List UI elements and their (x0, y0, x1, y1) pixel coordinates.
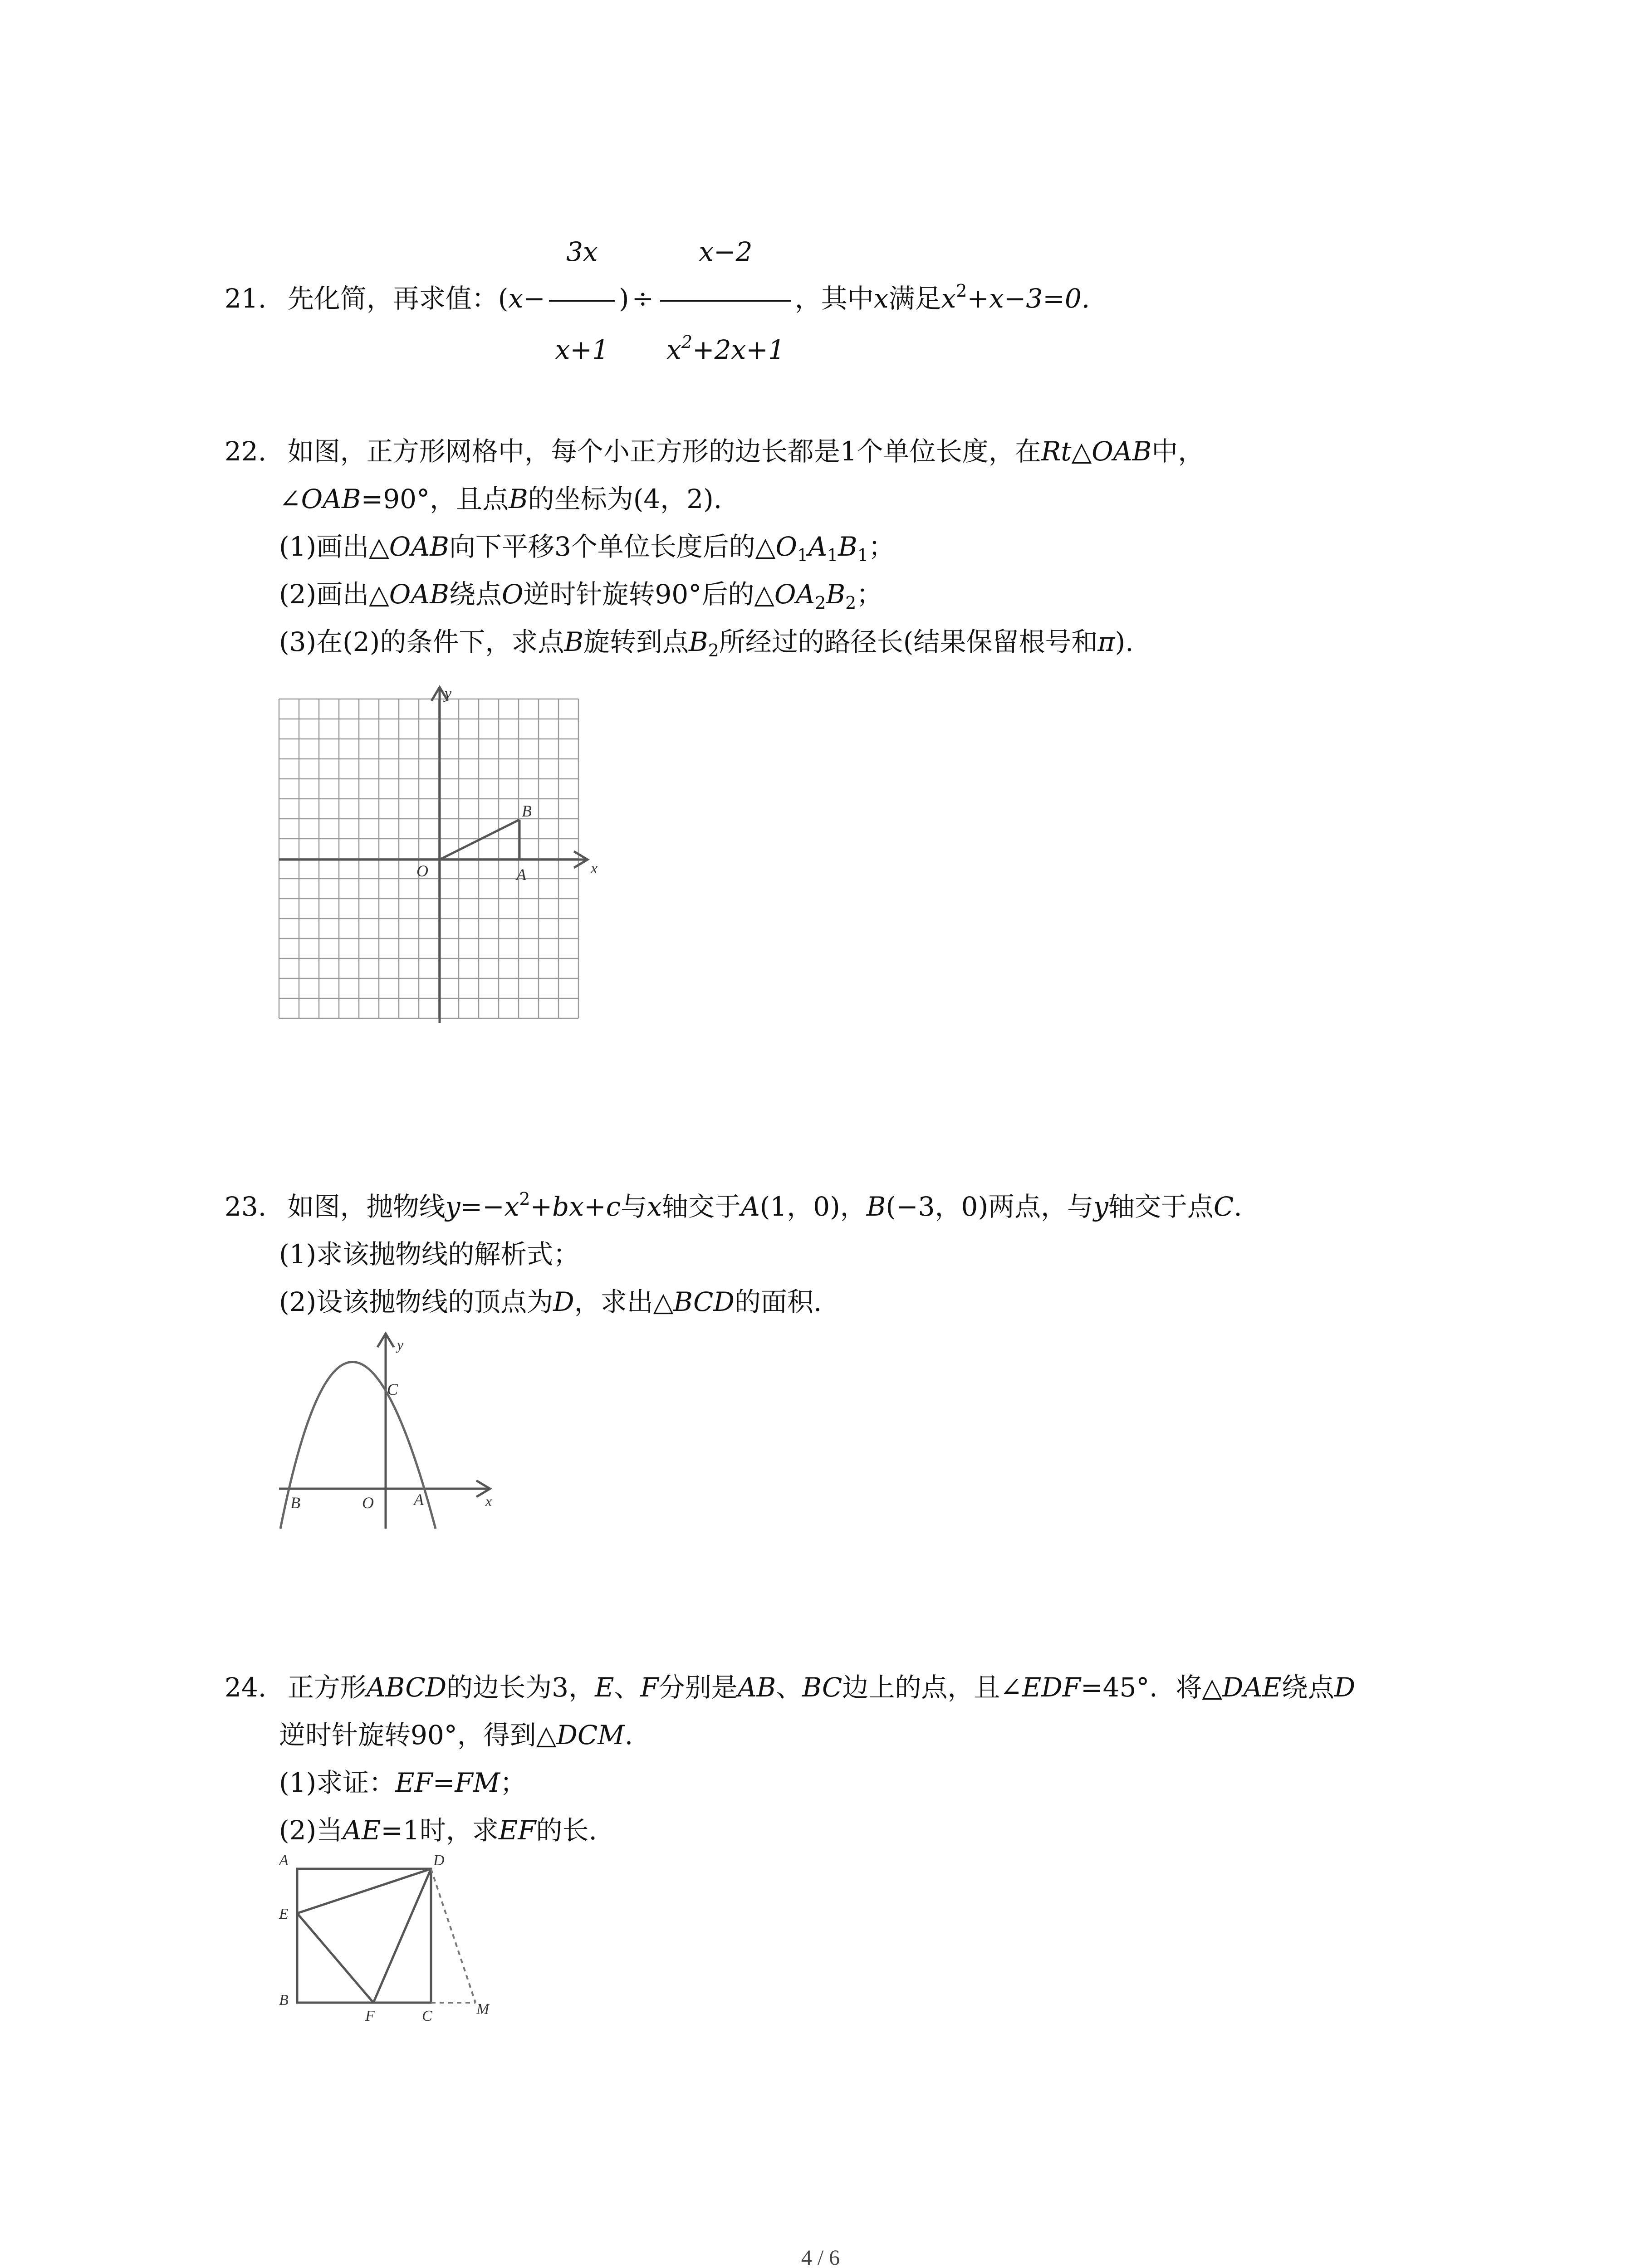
label-x: x (591, 860, 598, 877)
question-22-part-1: (1)画出△OAB向下平移3个单位长度后的$\triangle O_1A_1B_1$； (279, 531, 895, 565)
question-23-part-1: (1)求该抛物线的解析式； (279, 1239, 580, 1270)
label-o: O (416, 862, 428, 880)
question-24-line-2: 逆时针旋转90°，得到△DCM. (279, 1720, 633, 1750)
label-a: A (414, 1491, 424, 1509)
label-c: C (422, 2008, 432, 2024)
question-number: 24. (225, 1672, 267, 1703)
label-f: F (365, 2008, 375, 2024)
label-b: B (522, 802, 532, 820)
question-24-part-1: (1)求证：EF=FM； (279, 1767, 526, 1798)
label-e: E (279, 1906, 289, 1922)
question-number: 21. (225, 283, 267, 314)
question-22-part-3: (3)在(2)的条件下，求点B旋转到点$B_2$所经过的路径长(结果保留根号和π). (279, 626, 1134, 660)
label-a: A (279, 1852, 289, 1869)
label-x: x (485, 1493, 492, 1509)
label-y: y (445, 685, 452, 702)
question-21: 21. 先化简，再求值：(x− $\frac{3x}{x+1}$ ) ÷ $\frac{x-2}{x^2+2x+1}$ ，其中x满足$x^2+x-3=0$. (225, 206, 1090, 395)
question-number: 22. (225, 436, 267, 467)
label-b: B (290, 1494, 300, 1512)
question-24-part-2: (2)当AE=1时，求EF的长. (279, 1815, 597, 1846)
question-23-line-1: 23. 如图，抛物线$y=-x^2+bx+c$与x轴交于A(1，0)，B(−3，0)两点，与y轴交于点C. (225, 1189, 1242, 1222)
label-d: D (433, 1852, 445, 1869)
question-23-part-2: (2)设该抛物线的顶点为D，求出△BCD的面积. (279, 1286, 822, 1317)
fraction-3x-over-x-plus-1: $\frac{3x}{x+1}$ (549, 206, 615, 395)
page-number: 4 / 6 (801, 2246, 840, 2268)
question-22-line-2: ∠OAB=90°，且点B的坐标为(4，2). (279, 484, 722, 514)
question-22-line-1: 22. 如图，正方形网格中，每个小正方形的边长都是1个单位长度，在Rt△OAB中， (225, 436, 1205, 467)
segment-ef (297, 1913, 373, 2003)
label-b: B (279, 1992, 289, 2009)
question-24-line-1: 24. 正方形ABCD的边长为3，E、F分别是AB、BC边上的点，且∠EDF=45°．将△DAE绕点D (225, 1672, 1356, 1703)
question-22-part-2: (2)画出△OAB绕点O逆时针旋转90°后的$\triangle OA_2B_2$； (279, 579, 883, 613)
label-a: A (516, 865, 526, 884)
question-number: 23. (225, 1191, 267, 1222)
label-o: O (362, 1494, 374, 1512)
fraction-x-minus-2-over-quadratic: $\frac{x-2}{x^2+2x+1}$ (660, 206, 791, 395)
label-y: y (397, 1336, 404, 1353)
segment-dm-dashed (431, 1869, 475, 2003)
label-c: C (387, 1380, 398, 1398)
segment-de (297, 1869, 431, 1913)
segment-df (373, 1869, 431, 2003)
label-m: M (476, 2001, 490, 2018)
